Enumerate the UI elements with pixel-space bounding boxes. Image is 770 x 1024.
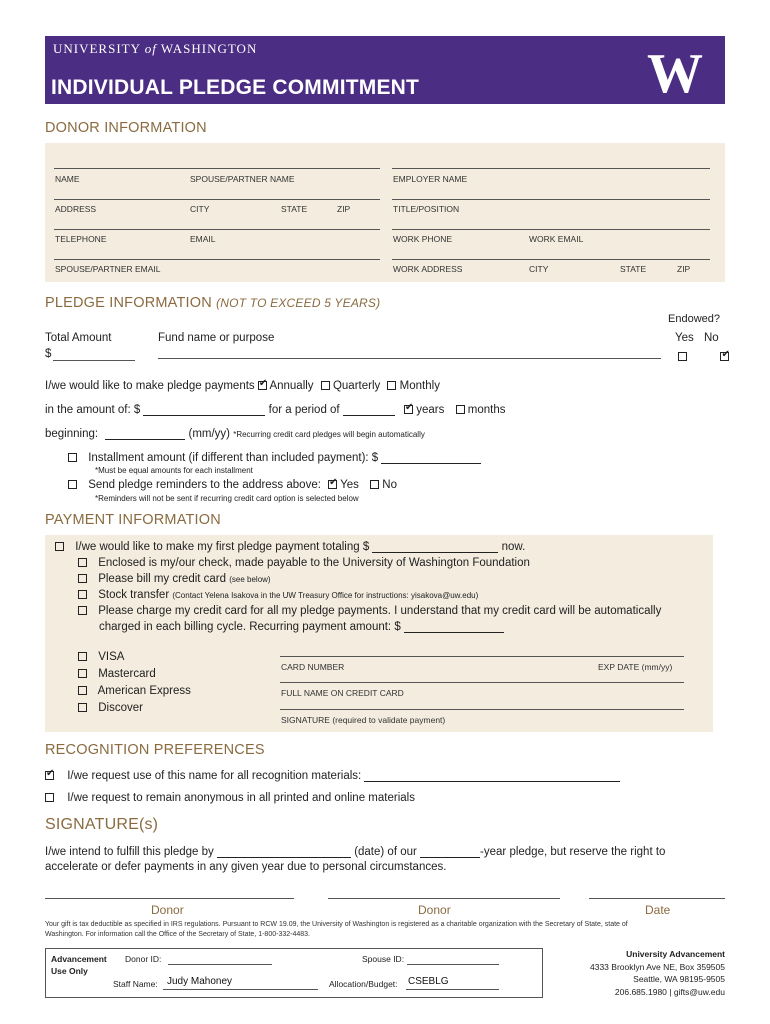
payment-box [45,535,713,732]
quarterly-checkbox[interactable] [321,381,330,390]
check-label: Enclosed is my/our check, made payable to the University of Washington Foundation [98,557,530,569]
address-label: ADDRESS [55,204,97,214]
stock-label: Stock transfer [98,589,170,601]
recurring-amount-field[interactable] [404,623,504,633]
first-payment-label: I/we would like to make my first pledge payment totaling $ [75,541,370,553]
first-payment-field[interactable] [372,543,498,553]
amex-checkbox[interactable] [78,686,87,695]
amex-label: American Express [97,685,191,697]
employer-line[interactable] [392,168,710,169]
city-label: CITY [190,204,210,214]
title-label: TITLE/POSITION [393,204,460,214]
zip-label: ZIP [337,204,351,214]
first-payment-row [55,541,525,553]
pledge-heading-text: PLEDGE INFORMATION [45,295,212,311]
anonymous-label: I/we request to remain anonymous in all printed and online materials [67,792,415,804]
endowed-yes-checkbox[interactable] [678,352,687,361]
tax-line-2: Washington. For information call the Office of the Secretary of State, 1-800-332-4483. [45,931,310,938]
endowed-no-checkbox[interactable] [720,352,729,361]
spouse-id-field[interactable] [407,964,499,965]
donor-info-box [45,143,725,282]
years-checkbox[interactable] [404,405,413,414]
recognition-name-field[interactable] [364,772,620,782]
address-line[interactable] [54,199,380,200]
installment-note: *Must be equal amounts for each installment [95,466,253,475]
first-payment-checkbox[interactable] [55,542,64,551]
intent-line2: accelerate or defer payments in any given year due to personal circumstances. [45,861,447,873]
annually-label: Annually [269,380,314,392]
email-label: EMAIL [190,234,216,244]
fund-field[interactable] [158,358,661,359]
name-label: NAME [55,174,80,184]
payments-row [45,380,440,392]
pledge-heading-note: (NOT TO EXCEED 5 YEARS) [216,296,381,310]
mastercard-checkbox[interactable] [78,669,87,678]
work-phone-label: WORK PHONE [393,234,453,244]
fulfill-date-field[interactable] [217,848,351,858]
reminders-no-checkbox[interactable] [370,480,379,489]
spouse-email-line[interactable] [54,259,380,260]
payment-heading: PAYMENT INFORMATION [45,512,221,528]
work-address-line[interactable] [392,259,710,260]
pledge-years-field[interactable] [420,848,480,858]
visa-label: VISA [98,651,125,663]
donor-id-field[interactable] [168,964,272,965]
allocation-label: Allocation/Budget: [329,979,398,989]
telephone-label: TELEPHONE [55,234,107,244]
mastercard-label: Mastercard [98,668,156,680]
university-prefix: UNIVERSITY [53,41,141,56]
tax-line-1: Your gift is tax deductible as specified in IRS regulations. Pursuant to RCW 19.09, the University of Washington is registered as a charitable organization with the Secretary of State, state of [45,921,628,928]
endowed-yes-label: Yes [675,332,694,344]
fund-label: Fund name or purpose [158,332,275,344]
months-checkbox[interactable] [456,405,465,414]
check-row [78,557,530,569]
date-signature-field[interactable] [589,898,725,899]
installment-row [68,452,481,464]
work-phone-line[interactable] [392,229,710,230]
card-discover-row [78,702,143,714]
amount-row [45,404,506,416]
charge-checkbox[interactable] [78,606,87,615]
spouse-name-label: SPOUSE/PARTNER NAME [190,174,295,184]
advancement-use-label [51,953,107,977]
period-field[interactable] [343,406,395,416]
card-number-field[interactable] [280,656,684,657]
stock-note: (Contact Yelena Isakova in the UW Treasury Office for instructions: yisakova@uw.edu) [172,591,479,600]
donor2-caption: Donor [418,903,451,917]
card-signature-label: SIGNATURE (required to validate payment) [281,715,446,725]
now-label: now. [501,541,526,553]
installment-label: Installment amount (if different than included payment): $ [88,452,379,464]
reminders-row [68,479,397,491]
date-caption: Date [645,903,671,917]
reminders-no-label: No [382,479,397,491]
monthly-label: Monthly [399,380,440,392]
reminders-checkbox[interactable] [68,480,77,489]
reminders-yes-label: Yes [340,479,359,491]
allocation-value: CSEBLG [408,976,449,987]
mmyy-label: (mm/yy) [188,428,230,440]
charge-line2: charged in each billing cycle. Recurring payment amount: $ [99,621,401,633]
discover-label: Discover [98,702,143,714]
discover-checkbox[interactable] [78,703,87,712]
recurring-note: *Recurring credit card pledges will begin automatically [233,430,425,439]
work-city-label: CITY [529,264,549,274]
bill-checkbox[interactable] [78,574,87,583]
period-label: for a period of [268,404,340,416]
reminders-note: *Reminders will not be sent if recurring credit card option is selected below [95,494,359,503]
work-state-label: STATE [620,264,647,274]
header-banner [45,36,725,104]
card-signature-field[interactable] [280,709,684,710]
signature-heading: SIGNATURE(s) [45,816,159,833]
annually-checkbox[interactable] [258,381,267,390]
endowed-label: Endowed? [668,313,720,325]
spouse-email-label: SPOUSE/PARTNER EMAIL [55,264,161,274]
quarterly-label: Quarterly [332,380,381,392]
contact-line: 206.685.1980 | gifts@uw.edu [614,986,725,997]
anonymous-checkbox[interactable] [45,793,54,802]
use-name-checkbox[interactable] [45,771,54,780]
use-name-label: I/we request use of this name for all recognition materials: [67,770,362,782]
address-line-2: Seattle, WA 98195-9505 [633,974,725,984]
card-amex-row [78,685,191,697]
work-email-label: WORK EMAIL [529,234,584,244]
use-name-row [45,770,620,782]
months-label: months [467,404,506,416]
stock-checkbox[interactable] [78,590,87,599]
name-line[interactable] [54,168,380,169]
adv-use-line-1: Advancement [51,954,107,964]
check-checkbox[interactable] [78,558,87,567]
dollar-sign: $ [45,348,52,360]
donor2-signature-field[interactable] [328,898,560,899]
card-mastercard-row [78,668,156,680]
donor1-caption: Donor [151,903,184,917]
org-name: University Advancement [626,949,725,959]
beginning-field[interactable] [105,430,185,440]
installment-field[interactable] [381,454,481,464]
visa-checkbox[interactable] [78,652,87,661]
endowed-no-label: No [704,332,719,344]
staff-name-field[interactable] [163,989,318,990]
telephone-line[interactable] [54,229,380,230]
intent-text-c: -year pledge, but reserve the right to [480,846,666,858]
amount-field[interactable] [143,406,265,416]
beginning-label: beginning: [45,428,99,440]
stock-row [78,589,478,601]
adv-use-line-2: Use Only [51,966,88,976]
uw-w-logo: W [647,43,703,105]
donor1-signature-field[interactable] [45,898,294,899]
installment-checkbox[interactable] [68,453,77,462]
work-address-label: WORK ADDRESS [393,264,463,274]
charge-row [78,605,661,617]
bill-note: (see below) [229,575,271,584]
pledge-heading [45,295,380,311]
card-name-label: FULL NAME ON CREDIT CARD [281,688,404,698]
payments-prefix: I/we would like to make pledge payments [45,380,255,392]
bill-row [78,573,271,585]
university-name [53,41,257,57]
advancement-use-box [45,948,543,998]
charge-row-2 [99,621,504,633]
allocation-field[interactable] [406,989,499,990]
title-line[interactable] [392,199,710,200]
reminders-label: Send pledge reminders to the address above: [88,479,321,491]
spouse-id-label: Spouse ID: [362,954,405,964]
card-visa-row [78,651,124,663]
staff-name-value: Judy Mahoney [167,976,233,987]
address-line-1: 4333 Brooklyn Ave NE, Box 359505 [590,961,725,972]
intent-text-a: I/we intend to fulfill this pledge by [45,846,214,858]
staff-name-label: Staff Name: [113,979,158,989]
anonymous-row [45,792,415,804]
donor-heading: DONOR INFORMATION [45,120,207,136]
form-title: INDIVIDUAL PLEDGE COMMITMENT [51,76,420,99]
state-label: STATE [281,204,308,214]
reminders-yes-checkbox[interactable] [328,480,337,489]
recognition-heading: RECOGNITION PREFERENCES [45,742,265,758]
charge-line1: Please charge my credit card for all my pledge payments. I understand that my credit card will be automatically [98,605,662,617]
monthly-checkbox[interactable] [387,381,396,390]
employer-label: EMPLOYER NAME [393,174,468,184]
years-label: years [416,404,445,416]
card-name-field[interactable] [280,682,684,683]
donor-id-label: Donor ID: [125,954,162,964]
beginning-row [45,428,425,440]
university-suffix: WASHINGTON [160,41,258,56]
contact-block [590,948,725,998]
total-amount-label: Total Amount [45,332,112,344]
intent-text-b: (date) of our [354,846,417,858]
amount-prefix: in the amount of: $ [45,404,141,416]
university-of: of [144,41,157,56]
work-zip-label: ZIP [677,264,691,274]
card-number-label: CARD NUMBER [281,662,345,672]
total-amount-field[interactable] [53,360,135,361]
intent-row [45,846,665,858]
tax-notice [45,920,725,940]
bill-label: Please bill my credit card [98,573,227,585]
exp-date-label: EXP DATE (mm/yy) [598,662,673,672]
